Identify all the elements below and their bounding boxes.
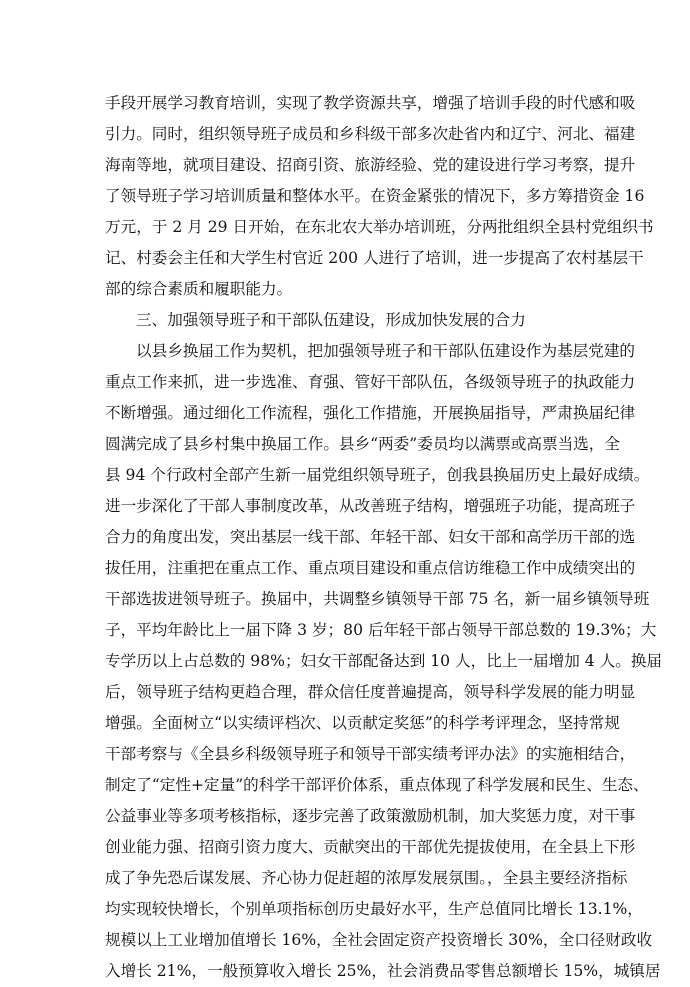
paragraph-leadership	[105, 336, 663, 987]
text-line: 成了争先恐后谋发展、齐心协力促赶超的浓厚发展氛围。，全县主要经济指标	[105, 869, 628, 887]
text-line: 干部选拔进领导班子。换届中，共调整乡镇领导干部 75 名，新一届乡镇领导班	[105, 590, 650, 608]
text-line: 规模以上工业增加值增长 16%，全社会固定资产投资增长 30%，全口径财政收	[105, 931, 653, 949]
text-line: 海南等地，就项目建设、招商引资、旅游经验、党的建设进行学习考察，提升	[105, 156, 636, 174]
text-line: 手段开展学习教育培训，实现了教学资源共享，增强了培训手段的时代感和吸	[105, 94, 636, 112]
text-line: 入增长 21%，一般预算收入增长 25%，社会消费品零售总额增长 15%，城镇居	[105, 962, 661, 980]
text-line: 专学历以上占总数的 98%；妇女干部配备达到 10 人，比上一届增加 4 人。换届	[105, 652, 663, 670]
text-line: 重点工作来抓，进一步选准、育强、管好干部队伍，各级领导班子的执政能力	[105, 373, 636, 391]
document-page	[105, 88, 663, 987]
text-line: 合力的角度出发，突出基层一线干部、年轻干部、妇女干部和高学历干部的选	[105, 528, 636, 546]
text-line: 圆满完成了县乡村集中换届工作。县乡“两委”委员均以满票或高票当选，全	[105, 435, 620, 453]
text-line: 县 94 个行政村全部产生新一届党组织领导班子，创我县换届历史上最好成绩。	[105, 466, 650, 484]
paragraph-training	[105, 88, 654, 305]
text-line: 记、村委会主任和大学生村官近 200 人进行了培训，进一步提高了农村基层干	[105, 249, 644, 267]
text-line: 拔任用，注重把在重点工作、重点项目建设和重点信访维稳工作中成绩突出的	[105, 559, 636, 577]
text-line: 万元，于 2 月 29 日开始，在东北农大举办培训班，分两批组织全县村党组织书	[105, 218, 654, 236]
text-line: 增强。全面树立“以实绩评档次、以贡献定奖惩”的科学考评理念，坚持常规	[105, 714, 620, 732]
text-line: 创业能力强、招商引资力度大、贡献突出的干部优先提拔使用，在全县上下形	[105, 838, 636, 856]
text-line: 均实现较快增长，个别单项指标创历史最好水平，生产总值同比增长 13.1%，	[105, 900, 643, 918]
text-line: 引力。同时，组织领导班子成员和乡科级干部多次赴省内和辽宁、河北、福建	[105, 125, 636, 143]
text-line: 了领导班子学习培训质量和整体水平。在资金紧张的情况下，多方筹措资金 16	[105, 187, 645, 205]
text-line: 部的综合素质和履职能力。	[105, 280, 293, 298]
text-line: 后，领导班子结构更趋合理，群众信任度普遍提高，领导科学发展的能力明显	[105, 683, 636, 701]
section-heading-text: 三、加强领导班子和干部队伍建设，形成加快发展的合力	[136, 311, 526, 329]
text-line: 公益事业等多项考核指标，逐步完善了政策激励机制，加大奖惩力度，对干事	[105, 807, 636, 825]
text-line: 子，平均年龄比上一届下降 3 岁；80 后年轻干部占领导干部总数的 19.3%；大	[105, 621, 657, 639]
text-line: 干部考察与《全县乡科级领导班子和领导干部实绩考评办法》的实施相结合，	[105, 745, 636, 763]
section-heading	[105, 305, 587, 336]
text-line: 以县乡换届工作为契机，把加强领导班子和干部队伍建设作为基层党建的	[136, 342, 636, 360]
text-line: 制定了“定性+定量”的科学干部评价体系，重点体现了科学发展和民生、生态、	[105, 776, 649, 794]
text-line: 不断增强。通过细化工作流程，强化工作措施，开展换届指导，严肃换届纪律	[105, 404, 636, 422]
text-line: 进一步深化了干部人事制度改革，从改善班子结构，增强班子功能，提高班子	[105, 497, 636, 515]
